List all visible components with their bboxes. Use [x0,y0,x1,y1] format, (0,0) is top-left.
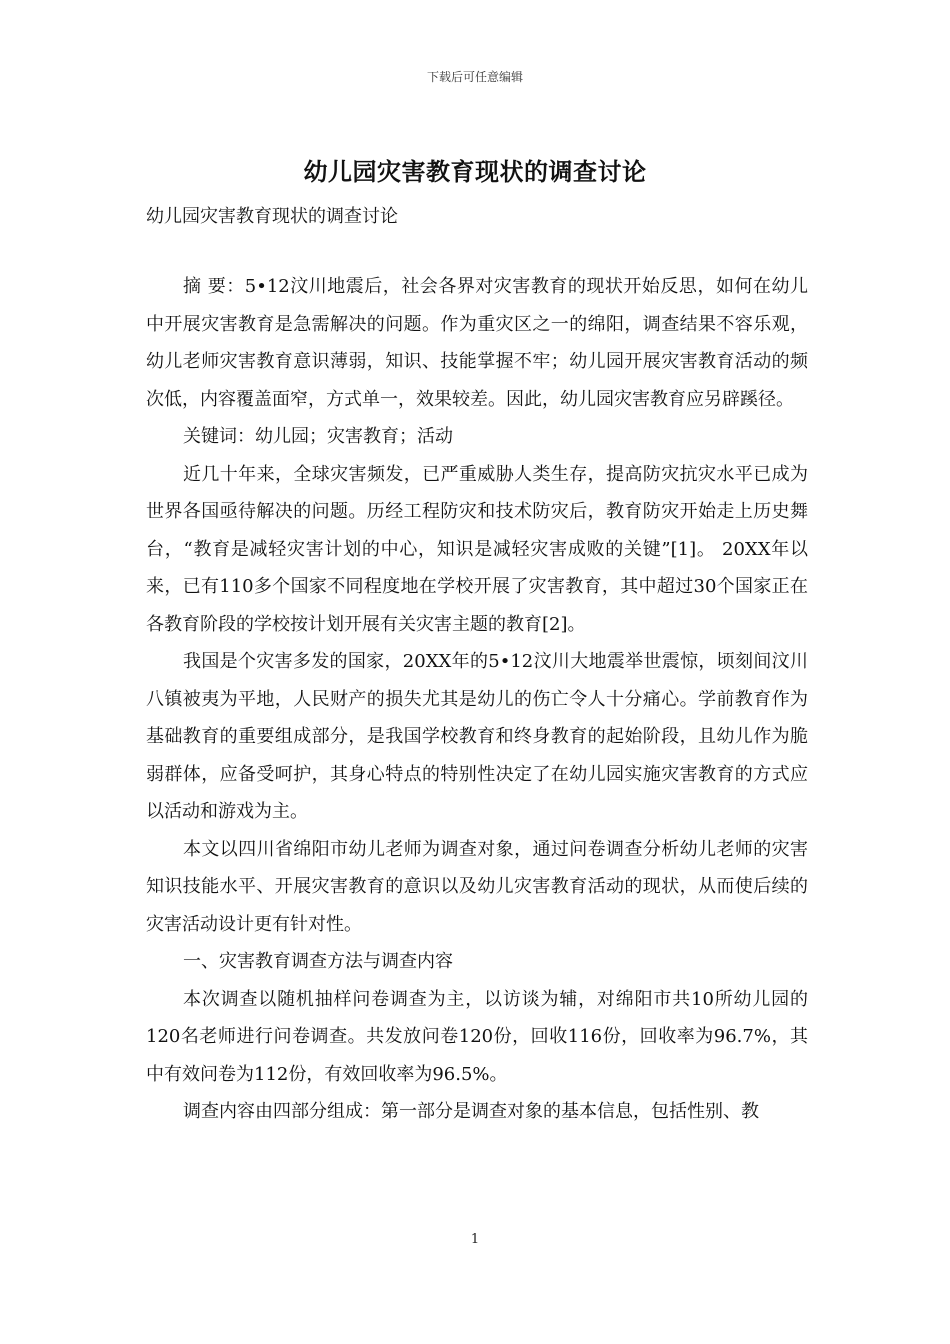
document-body [146,268,808,1131]
section-heading: 一、灾害教育调查方法与调查内容 [183,951,453,972]
body-paragraph: 调查内容由四部分组成：第一部分是调查对象的基本信息，包括性别、教 [183,1101,759,1122]
document-subtitle: 幼儿园灾害教育现状的调查讨论 [146,206,398,227]
body-paragraph: 近几十年来，全球灾害频发，已严重威胁人类生存，提高防灾抗灾水平已成为世界各国亟待解决的问题。历经工程防灾和技术防灾后，教育防灾开始走上历史舞台，“教育是减轻灾害计划的中心，知识是减轻灾害成败的关键”[1]。 20XX年以来，已有110多个国家不同程度地在学校开展了灾害教育，其中超过30个国家正在各教育阶段的学校按计划开展有关灾害主题的教育[2]。 [146,463,808,635]
body-paragraph: 本次调查以随机抽样问卷调查为主，以访谈为辅，对绵阳市共10所幼儿园的120名老师进行问卷调查。共发放问卷120份，回收116份，回收率为96.7%，其中有效问卷为112份，有效回收率为96.5%。 [146,988,808,1085]
page-number: 1 [470,1232,480,1247]
page-header-note: 下载后可任意编辑 [426,70,523,84]
body-paragraph: 本文以四川省绵阳市幼儿老师为调查对象，通过问卷调查分析幼儿老师的灾害知识技能水平、开展灾害教育的意识以及幼儿灾害教育活动的现状，从而使后续的灾害活动设计更有针对性。 [146,838,808,935]
abstract-paragraph: 摘 要：5•12汶川地震后，社会各界对灾害教育的现状开始反思，如何在幼儿中开展灾害教育是急需解决的问题。作为重灾区之一的绵阳，调查结果不容乐观，幼儿老师灾害教育意识薄弱，知识、技能掌握不牢；幼儿园开展灾害教育活动的频次低，内容覆盖面窄，方式单一，效果较差。因此，幼儿园灾害教育应另辟蹊径。 [146,276,808,410]
keywords-paragraph: 关键词：幼儿园；灾害教育；活动 [183,426,453,447]
body-paragraph: 我国是个灾害多发的国家，20XX年的5•12汶川大地震举世震惊，顷刻间汶川八镇被夷为平地，人民财产的损失尤其是幼儿的伤亡令人十分痛心。学前教育作为基础教育的重要组成部分，是我国学校教育和终身教育的起始阶段，且幼儿作为脆弱群体，应备受呵护，其身心特点的特别性决定了在幼儿园实施灾害教育的方式应以活动和游戏为主。 [146,651,808,822]
document-title: 幼儿园灾害教育现状的调查讨论 [303,157,647,186]
